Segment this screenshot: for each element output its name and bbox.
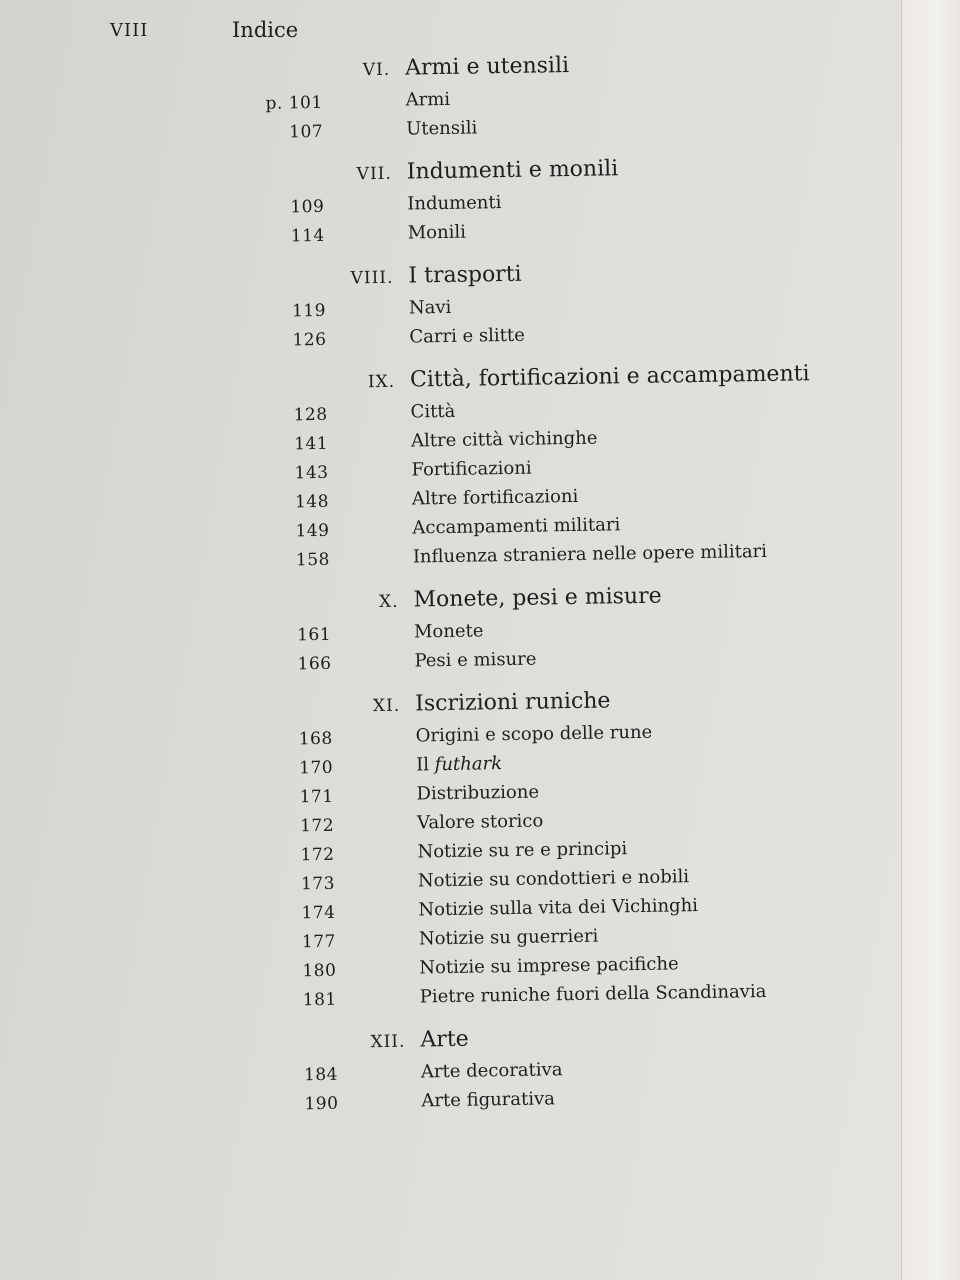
entry-page-number: 166 (297, 653, 332, 675)
entry-page-number: 128 (293, 404, 328, 426)
entry-page-number: 172 (300, 844, 335, 866)
entry-title (416, 753, 502, 775)
entry-title (412, 486, 579, 510)
entry-title-text: Arte decorativa (420, 1059, 563, 1083)
entry-title (411, 428, 598, 452)
entry-title-text: Carri e slitte (409, 324, 525, 348)
entry-title-text: Pesi e misure (414, 648, 537, 672)
chapter-number: IX. (367, 371, 396, 393)
entry-page-number: 170 (299, 757, 334, 779)
chapter-title: Indumenti e monili (406, 156, 619, 185)
entry-title-text: Influenza straniera nelle opere militari (412, 540, 768, 568)
chapter-title: Iscrizioni runiche (414, 688, 611, 717)
entry-page-number: 141 (293, 433, 329, 455)
entry-page-number: 143 (294, 462, 329, 484)
chapter-title: I trasporti (408, 261, 522, 289)
running-head-title: Indice (232, 18, 299, 42)
entry-page-number: 161 (296, 624, 332, 646)
chapter-block (252, 154, 773, 252)
entry-title (406, 117, 477, 139)
chapter-block (250, 50, 771, 148)
entry-title (414, 620, 484, 642)
chapter-title: Monete, pesi e misure (413, 583, 662, 613)
chapter-title: Città, fortificazioni e accampamenti (409, 361, 810, 393)
entry-title-text: Valore storico (416, 810, 544, 834)
chapter-number: VII. (356, 163, 392, 185)
entry-title-text: Distribuzione (416, 781, 540, 805)
chapter-number: X. (378, 591, 399, 613)
entry-title-text: Notizie su re e principi (417, 838, 628, 863)
entry-title-text: Pietre runiche fuori della Scandinavia (419, 981, 767, 1008)
entry-page-number: 177 (301, 931, 337, 953)
entry-title-text: Indumenti (407, 192, 502, 215)
entry-title (407, 192, 501, 214)
entry-page-number: 181 (302, 989, 337, 1011)
entry-page-number: 109 (290, 196, 325, 218)
entry-title-text: Monete (413, 620, 484, 643)
entry-title-text: Altre fortificazioni (411, 485, 579, 510)
chapter-block (265, 1022, 786, 1120)
entry-title (409, 325, 525, 348)
entry-page-number: 114 (290, 225, 325, 247)
entry-title (417, 810, 544, 833)
entry-page-number: 107 (289, 121, 324, 143)
entry-title (413, 541, 767, 568)
entry-title-text: Utensili (405, 117, 478, 140)
entry-page-number: 173 (300, 873, 336, 895)
entry-title-text: Notizie su imprese pacifiche (419, 953, 679, 979)
chapter-block (255, 361, 810, 576)
entry-page-number: 180 (302, 960, 337, 982)
entry-title-text: Armi (405, 88, 451, 111)
entry-title-text: Notizie su condottieri e nobili (417, 866, 690, 892)
entry-title (418, 895, 698, 920)
entry-title (411, 458, 532, 481)
entry-title-text: Notizie su guerrieri (418, 925, 599, 950)
entry-title-text: Fortificazioni (411, 457, 532, 481)
entry-title (412, 514, 620, 538)
entry-title (419, 953, 679, 978)
entry-title-text: Accampamenti militari (412, 514, 621, 539)
facing-page-edge (901, 0, 960, 1280)
entry-page-number: 149 (295, 520, 330, 542)
entry-page-number: 148 (294, 491, 330, 513)
chapter-block (258, 582, 779, 680)
entry-page-number: p. 101 (265, 92, 323, 114)
chapter-title: Arte (420, 1026, 469, 1053)
entry-title (421, 1059, 563, 1082)
entry-title (416, 722, 653, 747)
entry-title-text: Navi (408, 296, 452, 319)
chapter-number: XII. (370, 1031, 406, 1053)
page-folio: VIII (110, 20, 149, 41)
entry-title (406, 89, 451, 111)
entry-title (416, 782, 539, 805)
entry-page-number: 119 (291, 300, 327, 322)
entry-title-italic: futhark (434, 753, 503, 776)
chapter-block (253, 258, 774, 356)
chapter-block (260, 686, 785, 1016)
chapter-number: XI. (372, 695, 401, 717)
chapter-title: Armi e utensili (404, 52, 570, 81)
entry-page-number: 126 (292, 329, 327, 351)
chapter-number: VIII. (350, 267, 394, 289)
entry-page-number: 171 (299, 786, 334, 808)
entry-title (418, 866, 689, 891)
entry-page-number: 174 (301, 902, 336, 924)
entry-title (421, 1088, 555, 1111)
entry-title (420, 981, 767, 1007)
entry-title (408, 222, 466, 244)
entry-title (414, 649, 536, 672)
chapter-number: VI. (362, 59, 391, 81)
entry-page-number: 168 (298, 728, 333, 750)
entry-title-text: Altre città vichinghe (410, 427, 598, 452)
entry-title-text: Monili (407, 221, 467, 244)
entry-title (419, 926, 599, 950)
entry-title-text: Notizie sulla vita dei Vichinghi (418, 895, 699, 921)
entry-page-number: 184 (303, 1064, 339, 1086)
entry-page-number: 158 (295, 549, 331, 571)
entry-title-text: Il (415, 754, 435, 776)
entry-page-number: 190 (304, 1093, 339, 1115)
entry-title (409, 297, 452, 319)
entry-title-text: Arte figurativa (421, 1088, 556, 1112)
entry-title-text: Città (410, 400, 456, 423)
entry-page-number: 172 (299, 815, 335, 837)
entry-title (410, 401, 455, 423)
entry-title-text: Origini e scopo delle rune (415, 721, 653, 747)
table-of-contents (250, 50, 810, 1134)
entry-title (417, 838, 627, 862)
